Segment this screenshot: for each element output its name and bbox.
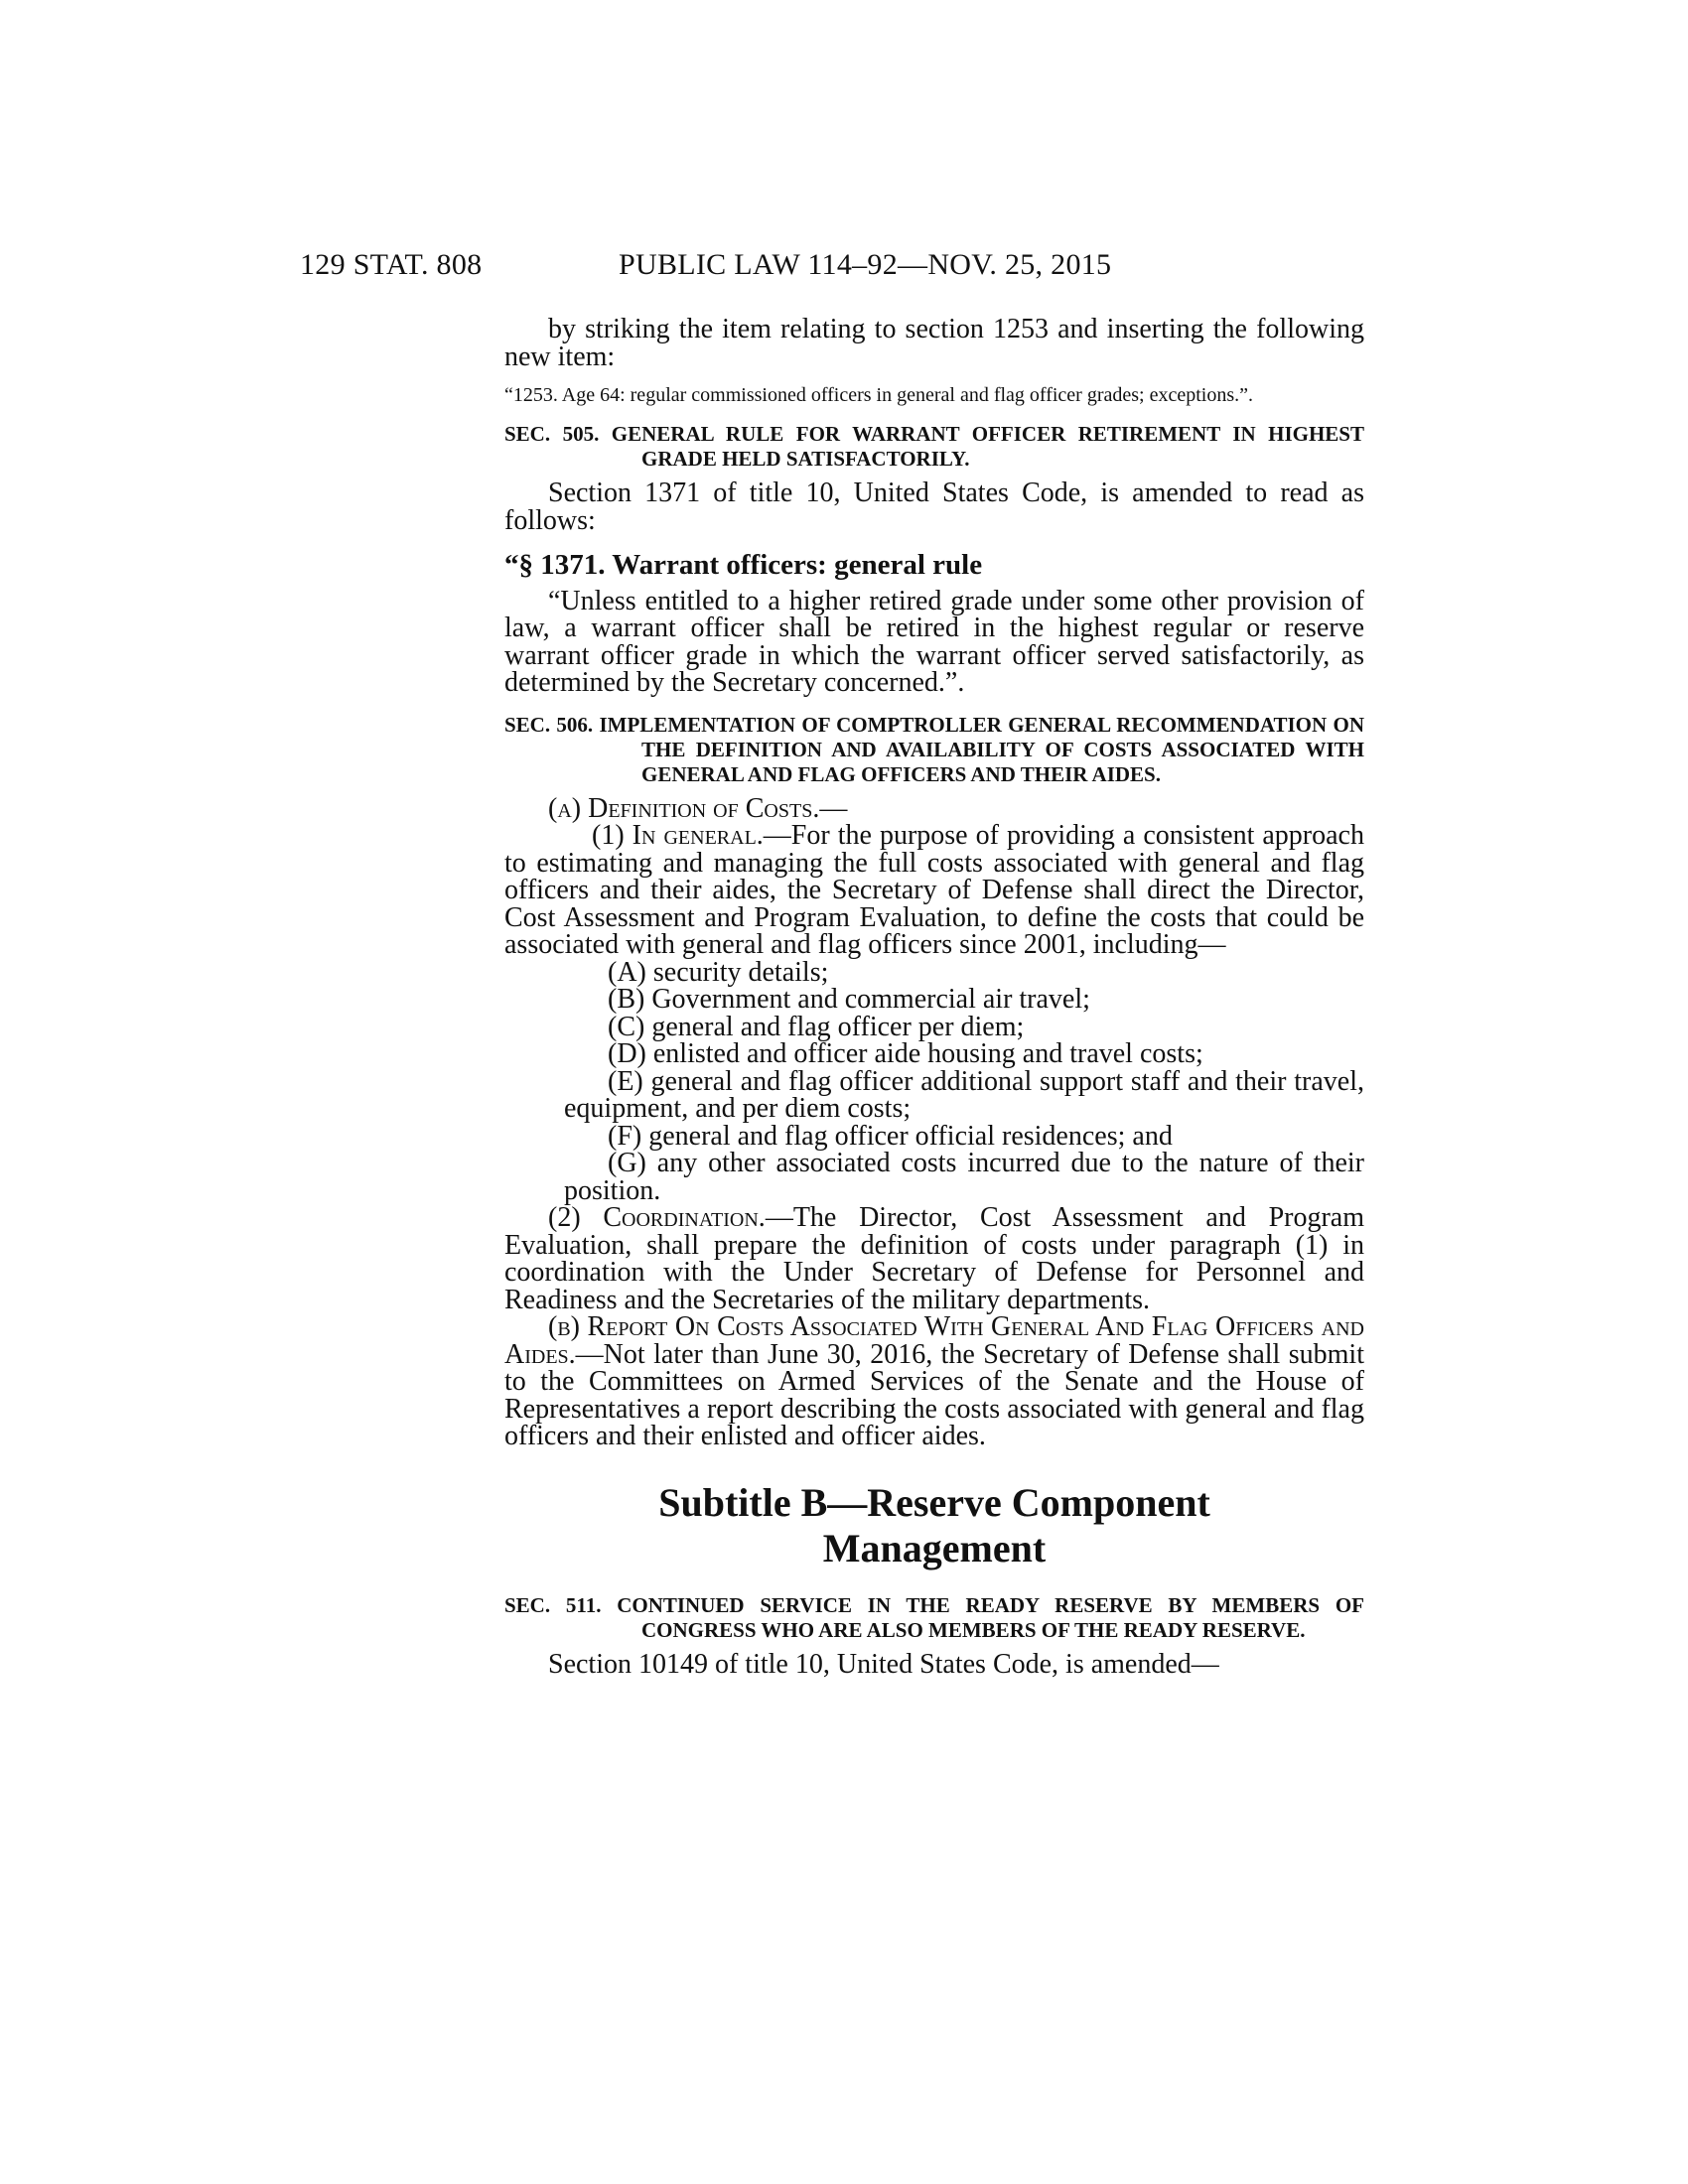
section-1371-text: “Unless entitled to a higher retired grade under some other provision of law, a warrant officer shall be retired in the highest regular or reserve warrant officer grade in which the warrant officer served satisfactorily, as determined by the Secretary concerned.”.	[504, 585, 1364, 698]
subsection-a-heading: (a) Definition of Costs.—	[548, 792, 848, 824]
section-511-heading: SEC. 511. CONTINUED SERVICE IN THE READY RESERVE BY MEMBERS OF CONGRESS WHO ARE ALSO MEMBERS OF THE READY RESERVE.	[504, 1592, 1364, 1642]
paragraph-a2	[504, 1204, 1364, 1313]
subsection-b	[504, 1313, 1364, 1450]
list-item: (G) any other associated costs incurred due to the nature of their position.	[564, 1148, 1364, 1206]
subtitle-line-2: Management	[822, 1525, 1047, 1570]
list-item: (C) general and flag officer per diem;	[608, 1011, 1025, 1042]
section-511-intro: Section 10149 of title 10, United States Code, is amended—	[548, 1648, 1219, 1680]
list-item: (B) Government and commercial air travel;	[608, 984, 1090, 1015]
section-505-intro: Section 1371 of title 10, United States Code, is amended to read as follows:	[504, 478, 1364, 536]
section-1371-heading: “§ 1371. Warrant officers: general rule	[504, 549, 983, 581]
paragraph-a1-label: (1) In general.	[592, 820, 764, 851]
statute-citation: 129 STAT. 808	[300, 248, 483, 281]
paragraph-a1-text: —For the purpose of providing a consistent approach to estimating and managing the full costs associated with general and flag officers and their aides, the Secretary of Defense shall direct the Director, Cost Assessment and Program Evaluation, to define the costs that could be associated with general and flag officers since 2001, including—	[504, 820, 1364, 960]
running-header: PUBLIC LAW 114–92—NOV. 25, 2015	[619, 248, 1112, 281]
section-506-heading: SEC. 506. IMPLEMENTATION OF COMPTROLLER GENERAL RECOMMENDATION ON THE DEFINITION AND AVAILABILITY OF COSTS ASSOCIATED WITH GENERAL AND FLAG OFFICERS AND THEIR AIDES.	[504, 712, 1364, 786]
paragraph-a2-text: —The Director, Cost Assessment and Program Evaluation, shall prepare the definition of costs under paragraph (1) in coordination with the Under Secretary of Defense for Personnel and Readiness and the Secretaries of the military departments.	[504, 1202, 1364, 1315]
body-column	[504, 316, 1364, 1678]
subtitle-line-1: Subtitle B—Reserve Component	[658, 1479, 1210, 1525]
paragraph-strike-item: by striking the item relating to section 1253 and inserting the following new item:	[504, 314, 1364, 372]
paragraph-a1	[504, 822, 1364, 959]
cost-list	[504, 956, 1364, 1206]
list-item: (F) general and flag officer official residences; and	[608, 1120, 1173, 1152]
subtitle-heading	[504, 1480, 1364, 1571]
list-item: (A) security details;	[608, 956, 829, 988]
section-505-heading: SEC. 505. GENERAL RULE FOR WARRANT OFFICER RETIREMENT IN HIGHEST GRADE HELD SATISFACTORILY.	[504, 422, 1364, 471]
subsection-b-text: —Not later than June 30, 2016, the Secretary of Defense shall submit to the Committees on Armed Services of the Senate and the House of Representatives a report describing the costs associated with general and flag officers and their enlisted and officer aides.	[504, 1338, 1364, 1451]
subsection-b-label: (b) Report On Costs Associated With General And Flag Officers and Aides.	[504, 1311, 1364, 1370]
quoted-table-item: “1253. Age 64: regular commissioned officers in general and flag officer grades; exceptions.”.	[504, 384, 1254, 406]
list-item: (D) enlisted and officer aide housing and travel costs;	[608, 1038, 1203, 1069]
list-item: (E) general and flag officer additional support staff and their travel, equipment, and per diem costs;	[564, 1065, 1364, 1124]
paragraph-a2-label: (2) Coordination.	[548, 1202, 766, 1233]
